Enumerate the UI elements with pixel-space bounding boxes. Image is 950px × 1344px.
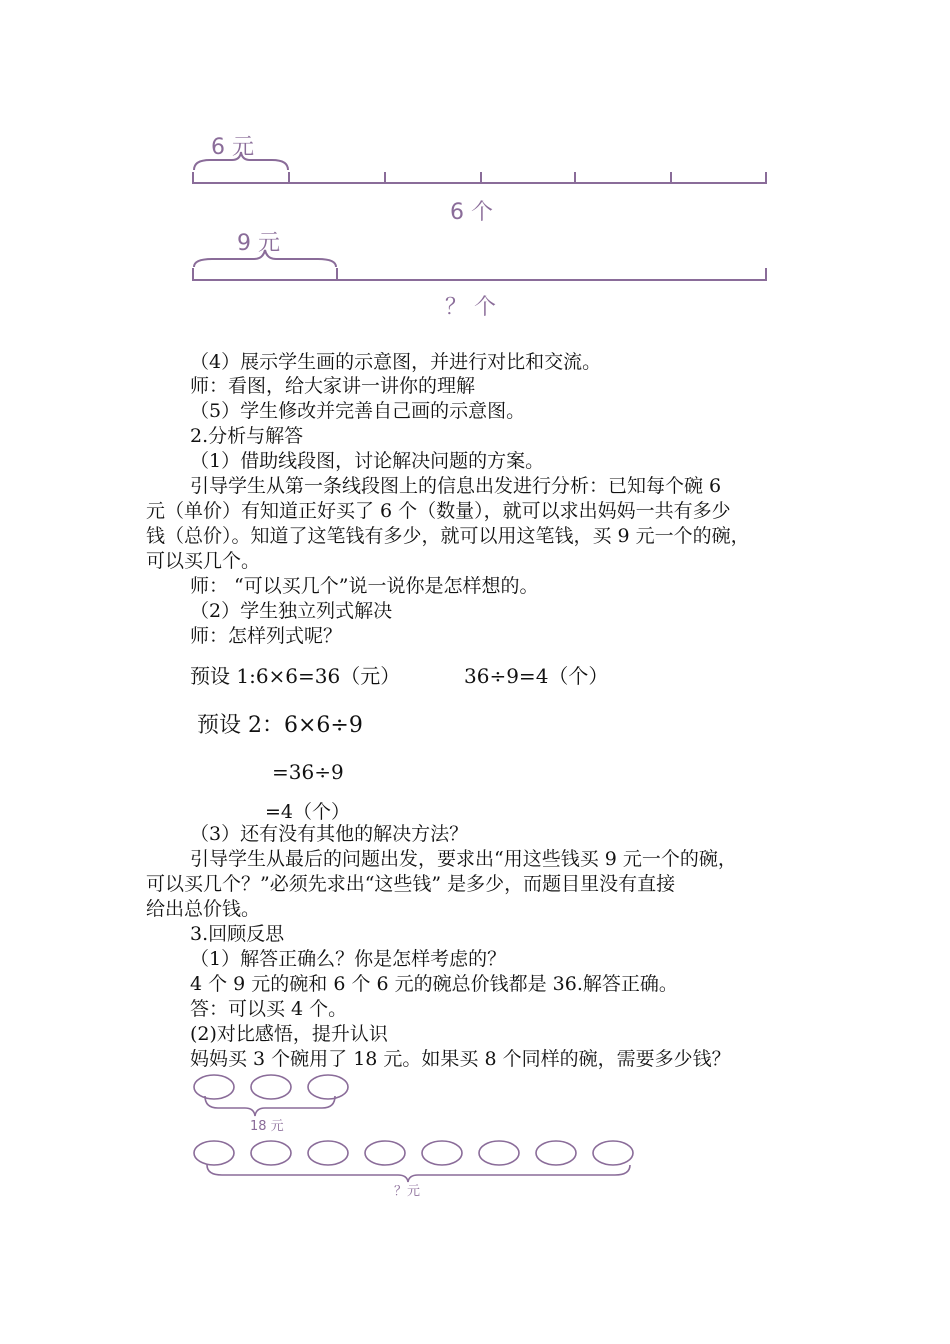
text-line: 可以买几个？”必须先求出“这些钱” 是多少，而题目里没有直接	[146, 873, 676, 895]
formula-preset1: 预设 1:6×6=36（元）	[190, 664, 401, 688]
known-total-label: 18 元	[250, 1119, 284, 1134]
text-line: 可以买几个。	[146, 550, 261, 572]
text-line: （1）借助线段图，讨论解决问题的方案。	[190, 450, 545, 472]
brace-bottom-2	[207, 1165, 630, 1182]
text-line: （2）学生独立列式解决	[190, 600, 393, 622]
price-label: 6 元	[211, 135, 254, 160]
text-line: 引导学生从第一条线段图上的信息出发进行分析：已知每个碗 6	[190, 475, 722, 497]
bowl-oval	[251, 1075, 291, 1099]
unknown-count-label: ？ 个	[445, 295, 496, 320]
text-line: 4 个 9 元的碗和 6 个 6 元的碗总价钱都是 36.解答正确。	[190, 973, 678, 995]
text-line: (2)对比感悟，提升认识	[190, 1023, 388, 1045]
count-label: 6 个	[450, 200, 493, 225]
formula-step2: =4（个）	[265, 801, 351, 823]
formula-step1: =36÷9	[272, 760, 344, 784]
text-line: 师：怎样列式呢？	[190, 625, 343, 647]
bowl-oval	[194, 1075, 234, 1099]
section-heading: 3.回顾反思	[190, 923, 285, 945]
text-line: 答：可以买 4 个。	[190, 998, 348, 1020]
bowl-oval	[479, 1141, 519, 1165]
bowl-oval	[194, 1141, 234, 1165]
bowl-oval	[422, 1141, 462, 1165]
text-line: （4）展示学生画的示意图，并进行对比和交流。	[190, 351, 602, 373]
text-line: （5）学生修改并完善自己画的示意图。	[190, 400, 526, 422]
text-line: 元（单价）有知道正好买了 6 个（数量），就可以求出妈妈一共有多少	[146, 500, 731, 522]
line-segment-diagram	[0, 0, 950, 340]
bowl-oval	[308, 1141, 348, 1165]
text-line: 师：看图，给大家讲一讲你的理解	[190, 375, 476, 397]
text-line: （3）还有没有其他的解决方法？	[190, 823, 469, 845]
bowl-oval	[365, 1141, 405, 1165]
text-line: 引导学生从最后的问题出发，要求出“用这些钱买 9 元一个的碗，	[190, 848, 737, 870]
bowl-oval	[536, 1141, 576, 1165]
text-line: 给出总价钱。	[146, 898, 261, 920]
bowl-diagram	[0, 1070, 950, 1210]
section-heading: 2.分析与解答	[190, 425, 304, 447]
unknown-total-label: ？元	[394, 1184, 421, 1199]
formula-preset1-part2: 36÷9=4（个）	[464, 664, 609, 688]
text-line: 妈妈买 3 个碗用了 18 元。如果买 8 个同样的碗，需要多少钱？	[190, 1048, 731, 1070]
bowl-oval	[251, 1141, 291, 1165]
text-line: 钱（总价）。知道了这笔钱有多少，就可以用这笔钱，买 9 元一个的碗，	[146, 525, 750, 547]
bowl-oval	[593, 1141, 633, 1165]
bowl-oval	[308, 1075, 348, 1099]
text-line: 师： “可以买几个”说一说你是怎样想的。	[190, 575, 539, 597]
text-line: （1）解答正确么？你是怎样考虑的？	[190, 948, 507, 970]
price2-label: 9 元	[237, 231, 280, 256]
formula-preset2: 预设 2：6×6÷9	[197, 713, 363, 738]
